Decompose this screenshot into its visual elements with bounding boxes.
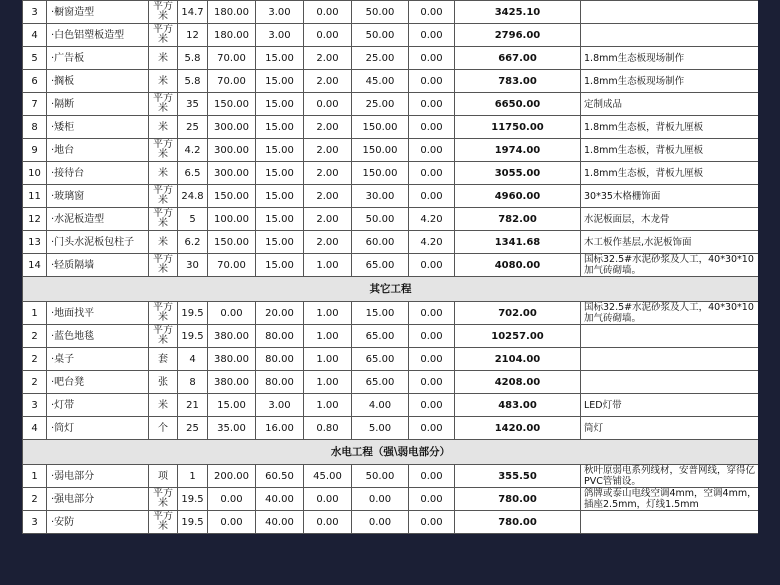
- item-name: ·筒灯: [47, 417, 149, 440]
- line-total: 1341.68: [455, 231, 581, 254]
- unit: 项: [149, 465, 178, 488]
- labor-price: 150.00: [352, 139, 409, 162]
- line-total: 780.00: [455, 511, 581, 534]
- material-price: 300.00: [208, 116, 256, 139]
- item-name: ·玻璃窗: [47, 185, 149, 208]
- auxiliary-price: 15.00: [256, 162, 304, 185]
- line-total: 3425.10: [455, 1, 581, 24]
- quantity: 25: [178, 417, 208, 440]
- line-total: 2796.00: [455, 24, 581, 47]
- item-name: ·门头水泥板包柱子: [47, 231, 149, 254]
- loss-price: 0.00: [409, 47, 455, 70]
- machine-price: 1.00: [304, 325, 352, 348]
- machine-price: 0.00: [304, 93, 352, 116]
- table-row: [23, 231, 759, 254]
- auxiliary-price: 15.00: [256, 93, 304, 116]
- machine-price: 1.00: [304, 371, 352, 394]
- auxiliary-price: 3.00: [256, 24, 304, 47]
- unit: 平方米: [149, 254, 178, 277]
- machine-price: 0.00: [304, 24, 352, 47]
- unit: 米: [149, 116, 178, 139]
- machine-price: 2.00: [304, 139, 352, 162]
- labor-price: 50.00: [352, 1, 409, 24]
- labor-price: 65.00: [352, 325, 409, 348]
- labor-price: 0.00: [352, 511, 409, 534]
- machine-price: 2.00: [304, 208, 352, 231]
- loss-price: 0.00: [409, 139, 455, 162]
- material-price: 100.00: [208, 208, 256, 231]
- row-number: 2: [23, 488, 47, 511]
- loss-price: 4.20: [409, 231, 455, 254]
- loss-price: 4.20: [409, 208, 455, 231]
- left-margin: [0, 0, 22, 585]
- material-price: 380.00: [208, 348, 256, 371]
- line-total: 1420.00: [455, 417, 581, 440]
- remarks: 国标32.5#水泥砂浆及人工，40*30*10加气砖砌墙。: [581, 254, 759, 277]
- row-number: 8: [23, 116, 47, 139]
- right-margin: [758, 0, 780, 585]
- unit: 米: [149, 394, 178, 417]
- remarks: [581, 511, 759, 534]
- loss-price: 0.00: [409, 488, 455, 511]
- unit: 套: [149, 348, 178, 371]
- remarks: 木工板作基层,水泥板饰面: [581, 231, 759, 254]
- unit: 张: [149, 371, 178, 394]
- loss-price: 0.00: [409, 254, 455, 277]
- table-row: [23, 139, 759, 162]
- machine-price: 2.00: [304, 47, 352, 70]
- auxiliary-price: 3.00: [256, 394, 304, 417]
- material-price: 0.00: [208, 511, 256, 534]
- line-total: 4208.00: [455, 371, 581, 394]
- machine-price: 1.00: [304, 254, 352, 277]
- machine-price: 1.00: [304, 348, 352, 371]
- loss-price: 0.00: [409, 348, 455, 371]
- unit: 平方米: [149, 185, 178, 208]
- labor-price: 65.00: [352, 348, 409, 371]
- table-row: [23, 254, 759, 277]
- auxiliary-price: 15.00: [256, 254, 304, 277]
- loss-price: 0.00: [409, 371, 455, 394]
- table-row: [23, 417, 759, 440]
- item-name: ·广告板: [47, 47, 149, 70]
- table-row: [23, 24, 759, 47]
- machine-price: 2.00: [304, 116, 352, 139]
- loss-price: 0.00: [409, 417, 455, 440]
- row-number: 14: [23, 254, 47, 277]
- labor-price: 30.00: [352, 185, 409, 208]
- material-price: 15.00: [208, 394, 256, 417]
- quantity: 19.5: [178, 325, 208, 348]
- labor-price: 65.00: [352, 254, 409, 277]
- item-name: ·水泥板造型: [47, 208, 149, 231]
- row-number: 2: [23, 371, 47, 394]
- remarks: 1.8mm生态板现场制作: [581, 47, 759, 70]
- quantity: 19.5: [178, 488, 208, 511]
- loss-price: 0.00: [409, 24, 455, 47]
- item-name: ·蓝色地毯: [47, 325, 149, 348]
- remarks: 水泥板面层，木龙骨: [581, 208, 759, 231]
- row-number: 3: [23, 511, 47, 534]
- auxiliary-price: 15.00: [256, 70, 304, 93]
- remarks: 筒灯: [581, 417, 759, 440]
- quantity: 19.5: [178, 302, 208, 325]
- line-total: 4080.00: [455, 254, 581, 277]
- auxiliary-price: 3.00: [256, 1, 304, 24]
- item-name: ·搁板: [47, 70, 149, 93]
- auxiliary-price: 80.00: [256, 348, 304, 371]
- labor-price: 150.00: [352, 162, 409, 185]
- loss-price: 0.00: [409, 162, 455, 185]
- material-price: 180.00: [208, 1, 256, 24]
- material-price: 35.00: [208, 417, 256, 440]
- section-title: 其它工程: [23, 277, 759, 302]
- row-number: 1: [23, 465, 47, 488]
- row-number: 2: [23, 348, 47, 371]
- machine-price: 1.00: [304, 394, 352, 417]
- quantity: 4.2: [178, 139, 208, 162]
- material-price: 0.00: [208, 302, 256, 325]
- quantity: 6.2: [178, 231, 208, 254]
- unit: 米: [149, 162, 178, 185]
- line-total: 4960.00: [455, 185, 581, 208]
- line-total: 11750.00: [455, 116, 581, 139]
- unit: 平方米: [149, 93, 178, 116]
- remarks: [581, 24, 759, 47]
- table-row: [23, 488, 759, 511]
- labor-price: 150.00: [352, 116, 409, 139]
- line-total: 10257.00: [455, 325, 581, 348]
- labor-price: 60.00: [352, 231, 409, 254]
- quantity: 21: [178, 394, 208, 417]
- line-total: 783.00: [455, 70, 581, 93]
- material-price: 150.00: [208, 231, 256, 254]
- labor-price: 0.00: [352, 488, 409, 511]
- quantity: 5.8: [178, 47, 208, 70]
- material-price: 0.00: [208, 488, 256, 511]
- machine-price: 0.00: [304, 488, 352, 511]
- table-row: [23, 394, 759, 417]
- machine-price: 0.00: [304, 1, 352, 24]
- loss-price: 0.00: [409, 1, 455, 24]
- row-number: 3: [23, 1, 47, 24]
- table-row: [23, 348, 759, 371]
- remarks: 30*35木格栅饰面: [581, 185, 759, 208]
- auxiliary-price: 15.00: [256, 185, 304, 208]
- item-name: ·轻质隔墙: [47, 254, 149, 277]
- row-number: 2: [23, 325, 47, 348]
- unit: 平方米: [149, 1, 178, 24]
- labor-price: 50.00: [352, 24, 409, 47]
- labor-price: 45.00: [352, 70, 409, 93]
- table-row: [23, 185, 759, 208]
- item-name: ·安防: [47, 511, 149, 534]
- quantity: 14.7: [178, 1, 208, 24]
- remarks: 国标32.5#水泥砂浆及人工，40*30*10加气砖砌墙。: [581, 302, 759, 325]
- remarks: 1.8mm生态板，背板九厘板: [581, 162, 759, 185]
- auxiliary-price: 80.00: [256, 371, 304, 394]
- remarks: [581, 325, 759, 348]
- auxiliary-price: 15.00: [256, 208, 304, 231]
- quantity: 1: [178, 465, 208, 488]
- quotation-table: [22, 0, 759, 534]
- line-total: 1974.00: [455, 139, 581, 162]
- quantity: 5: [178, 208, 208, 231]
- unit: 米: [149, 47, 178, 70]
- table-row: [23, 325, 759, 348]
- remarks: 1.8mm生态板，背板九厘板: [581, 139, 759, 162]
- quantity: 4: [178, 348, 208, 371]
- table-row: [23, 511, 759, 534]
- item-name: ·强电部分: [47, 488, 149, 511]
- row-number: 4: [23, 24, 47, 47]
- item-name: ·接待台: [47, 162, 149, 185]
- material-price: 200.00: [208, 465, 256, 488]
- remarks: [581, 371, 759, 394]
- table-row: [23, 93, 759, 116]
- loss-price: 0.00: [409, 325, 455, 348]
- labor-price: 5.00: [352, 417, 409, 440]
- material-price: 380.00: [208, 371, 256, 394]
- remarks: 1.8mm生态板，背板九厘板: [581, 116, 759, 139]
- machine-price: 45.00: [304, 465, 352, 488]
- row-number: 4: [23, 417, 47, 440]
- remarks: 秋叶原弱电系列线材，安普网线，穿得亿PVC管铺设。: [581, 465, 759, 488]
- row-number: 3: [23, 394, 47, 417]
- loss-price: 0.00: [409, 116, 455, 139]
- row-number: 7: [23, 93, 47, 116]
- machine-price: 2.00: [304, 162, 352, 185]
- labor-price: 25.00: [352, 47, 409, 70]
- quotation-sheet: [22, 0, 758, 534]
- unit: 平方米: [149, 208, 178, 231]
- table-row: [23, 208, 759, 231]
- item-name: ·矮柜: [47, 116, 149, 139]
- line-total: 782.00: [455, 208, 581, 231]
- line-total: 3055.00: [455, 162, 581, 185]
- auxiliary-price: 40.00: [256, 488, 304, 511]
- row-number: 10: [23, 162, 47, 185]
- line-total: 667.00: [455, 47, 581, 70]
- labor-price: 65.00: [352, 371, 409, 394]
- table-row: [23, 1, 759, 24]
- table-row: [23, 465, 759, 488]
- item-name: ·橱窗造型: [47, 1, 149, 24]
- row-number: 9: [23, 139, 47, 162]
- machine-price: 2.00: [304, 70, 352, 93]
- labor-price: 25.00: [352, 93, 409, 116]
- item-name: ·地台: [47, 139, 149, 162]
- line-total: 702.00: [455, 302, 581, 325]
- unit: 米: [149, 70, 178, 93]
- table-row: [23, 371, 759, 394]
- labor-price: 50.00: [352, 465, 409, 488]
- remarks: 1.8mm生态板现场制作: [581, 70, 759, 93]
- line-total: 355.50: [455, 465, 581, 488]
- quantity: 24.8: [178, 185, 208, 208]
- item-name: ·白色铝塑板造型: [47, 24, 149, 47]
- unit: 平方米: [149, 302, 178, 325]
- row-number: 12: [23, 208, 47, 231]
- unit: 平方米: [149, 511, 178, 534]
- item-name: ·弱电部分: [47, 465, 149, 488]
- quantity: 30: [178, 254, 208, 277]
- material-price: 300.00: [208, 162, 256, 185]
- section-title: 水电工程（强\弱电部分）: [23, 440, 759, 465]
- auxiliary-price: 15.00: [256, 47, 304, 70]
- line-total: 483.00: [455, 394, 581, 417]
- loss-price: 0.00: [409, 511, 455, 534]
- loss-price: 0.00: [409, 93, 455, 116]
- row-number: 1: [23, 302, 47, 325]
- unit: 平方米: [149, 139, 178, 162]
- line-total: 6650.00: [455, 93, 581, 116]
- material-price: 70.00: [208, 254, 256, 277]
- machine-price: 2.00: [304, 185, 352, 208]
- auxiliary-price: 80.00: [256, 325, 304, 348]
- auxiliary-price: 60.50: [256, 465, 304, 488]
- unit: 米: [149, 231, 178, 254]
- quantity: 6.5: [178, 162, 208, 185]
- item-name: ·地面找平: [47, 302, 149, 325]
- loss-price: 0.00: [409, 70, 455, 93]
- auxiliary-price: 20.00: [256, 302, 304, 325]
- loss-price: 0.00: [409, 394, 455, 417]
- material-price: 150.00: [208, 93, 256, 116]
- row-number: 13: [23, 231, 47, 254]
- loss-price: 0.00: [409, 302, 455, 325]
- auxiliary-price: 15.00: [256, 231, 304, 254]
- table-row: [23, 116, 759, 139]
- auxiliary-price: 16.00: [256, 417, 304, 440]
- table-row: [23, 70, 759, 93]
- line-total: 2104.00: [455, 348, 581, 371]
- table-row: [23, 47, 759, 70]
- unit: 平方米: [149, 488, 178, 511]
- quantity: 5.8: [178, 70, 208, 93]
- quantity: 19.5: [178, 511, 208, 534]
- remarks: [581, 1, 759, 24]
- material-price: 300.00: [208, 139, 256, 162]
- quantity: 25: [178, 116, 208, 139]
- remarks: [581, 348, 759, 371]
- item-name: ·桌子: [47, 348, 149, 371]
- item-name: ·吧台凳: [47, 371, 149, 394]
- unit: 个: [149, 417, 178, 440]
- machine-price: 2.00: [304, 231, 352, 254]
- remarks: 定制成品: [581, 93, 759, 116]
- machine-price: 1.00: [304, 302, 352, 325]
- auxiliary-price: 15.00: [256, 139, 304, 162]
- labor-price: 15.00: [352, 302, 409, 325]
- item-name: ·灯带: [47, 394, 149, 417]
- quantity: 12: [178, 24, 208, 47]
- machine-price: 0.00: [304, 511, 352, 534]
- remarks: LED灯带: [581, 394, 759, 417]
- row-number: 6: [23, 70, 47, 93]
- table-row: [23, 162, 759, 185]
- section-header: [23, 277, 759, 302]
- material-price: 150.00: [208, 185, 256, 208]
- row-number: 11: [23, 185, 47, 208]
- loss-price: 0.00: [409, 185, 455, 208]
- machine-price: 0.80: [304, 417, 352, 440]
- unit: 平方米: [149, 325, 178, 348]
- loss-price: 0.00: [409, 465, 455, 488]
- labor-price: 4.00: [352, 394, 409, 417]
- unit: 平方米: [149, 24, 178, 47]
- material-price: 70.00: [208, 70, 256, 93]
- row-number: 5: [23, 47, 47, 70]
- section-header: [23, 440, 759, 465]
- auxiliary-price: 15.00: [256, 116, 304, 139]
- remarks: 鸽牌或泰山电线空调4mm，空调4mm，插座2.5mm，灯线1.5mm: [581, 488, 759, 511]
- line-total: 780.00: [455, 488, 581, 511]
- item-name: ·隔断: [47, 93, 149, 116]
- table-row: [23, 302, 759, 325]
- labor-price: 50.00: [352, 208, 409, 231]
- quantity: 8: [178, 371, 208, 394]
- material-price: 180.00: [208, 24, 256, 47]
- quantity: 35: [178, 93, 208, 116]
- material-price: 380.00: [208, 325, 256, 348]
- material-price: 70.00: [208, 47, 256, 70]
- auxiliary-price: 40.00: [256, 511, 304, 534]
